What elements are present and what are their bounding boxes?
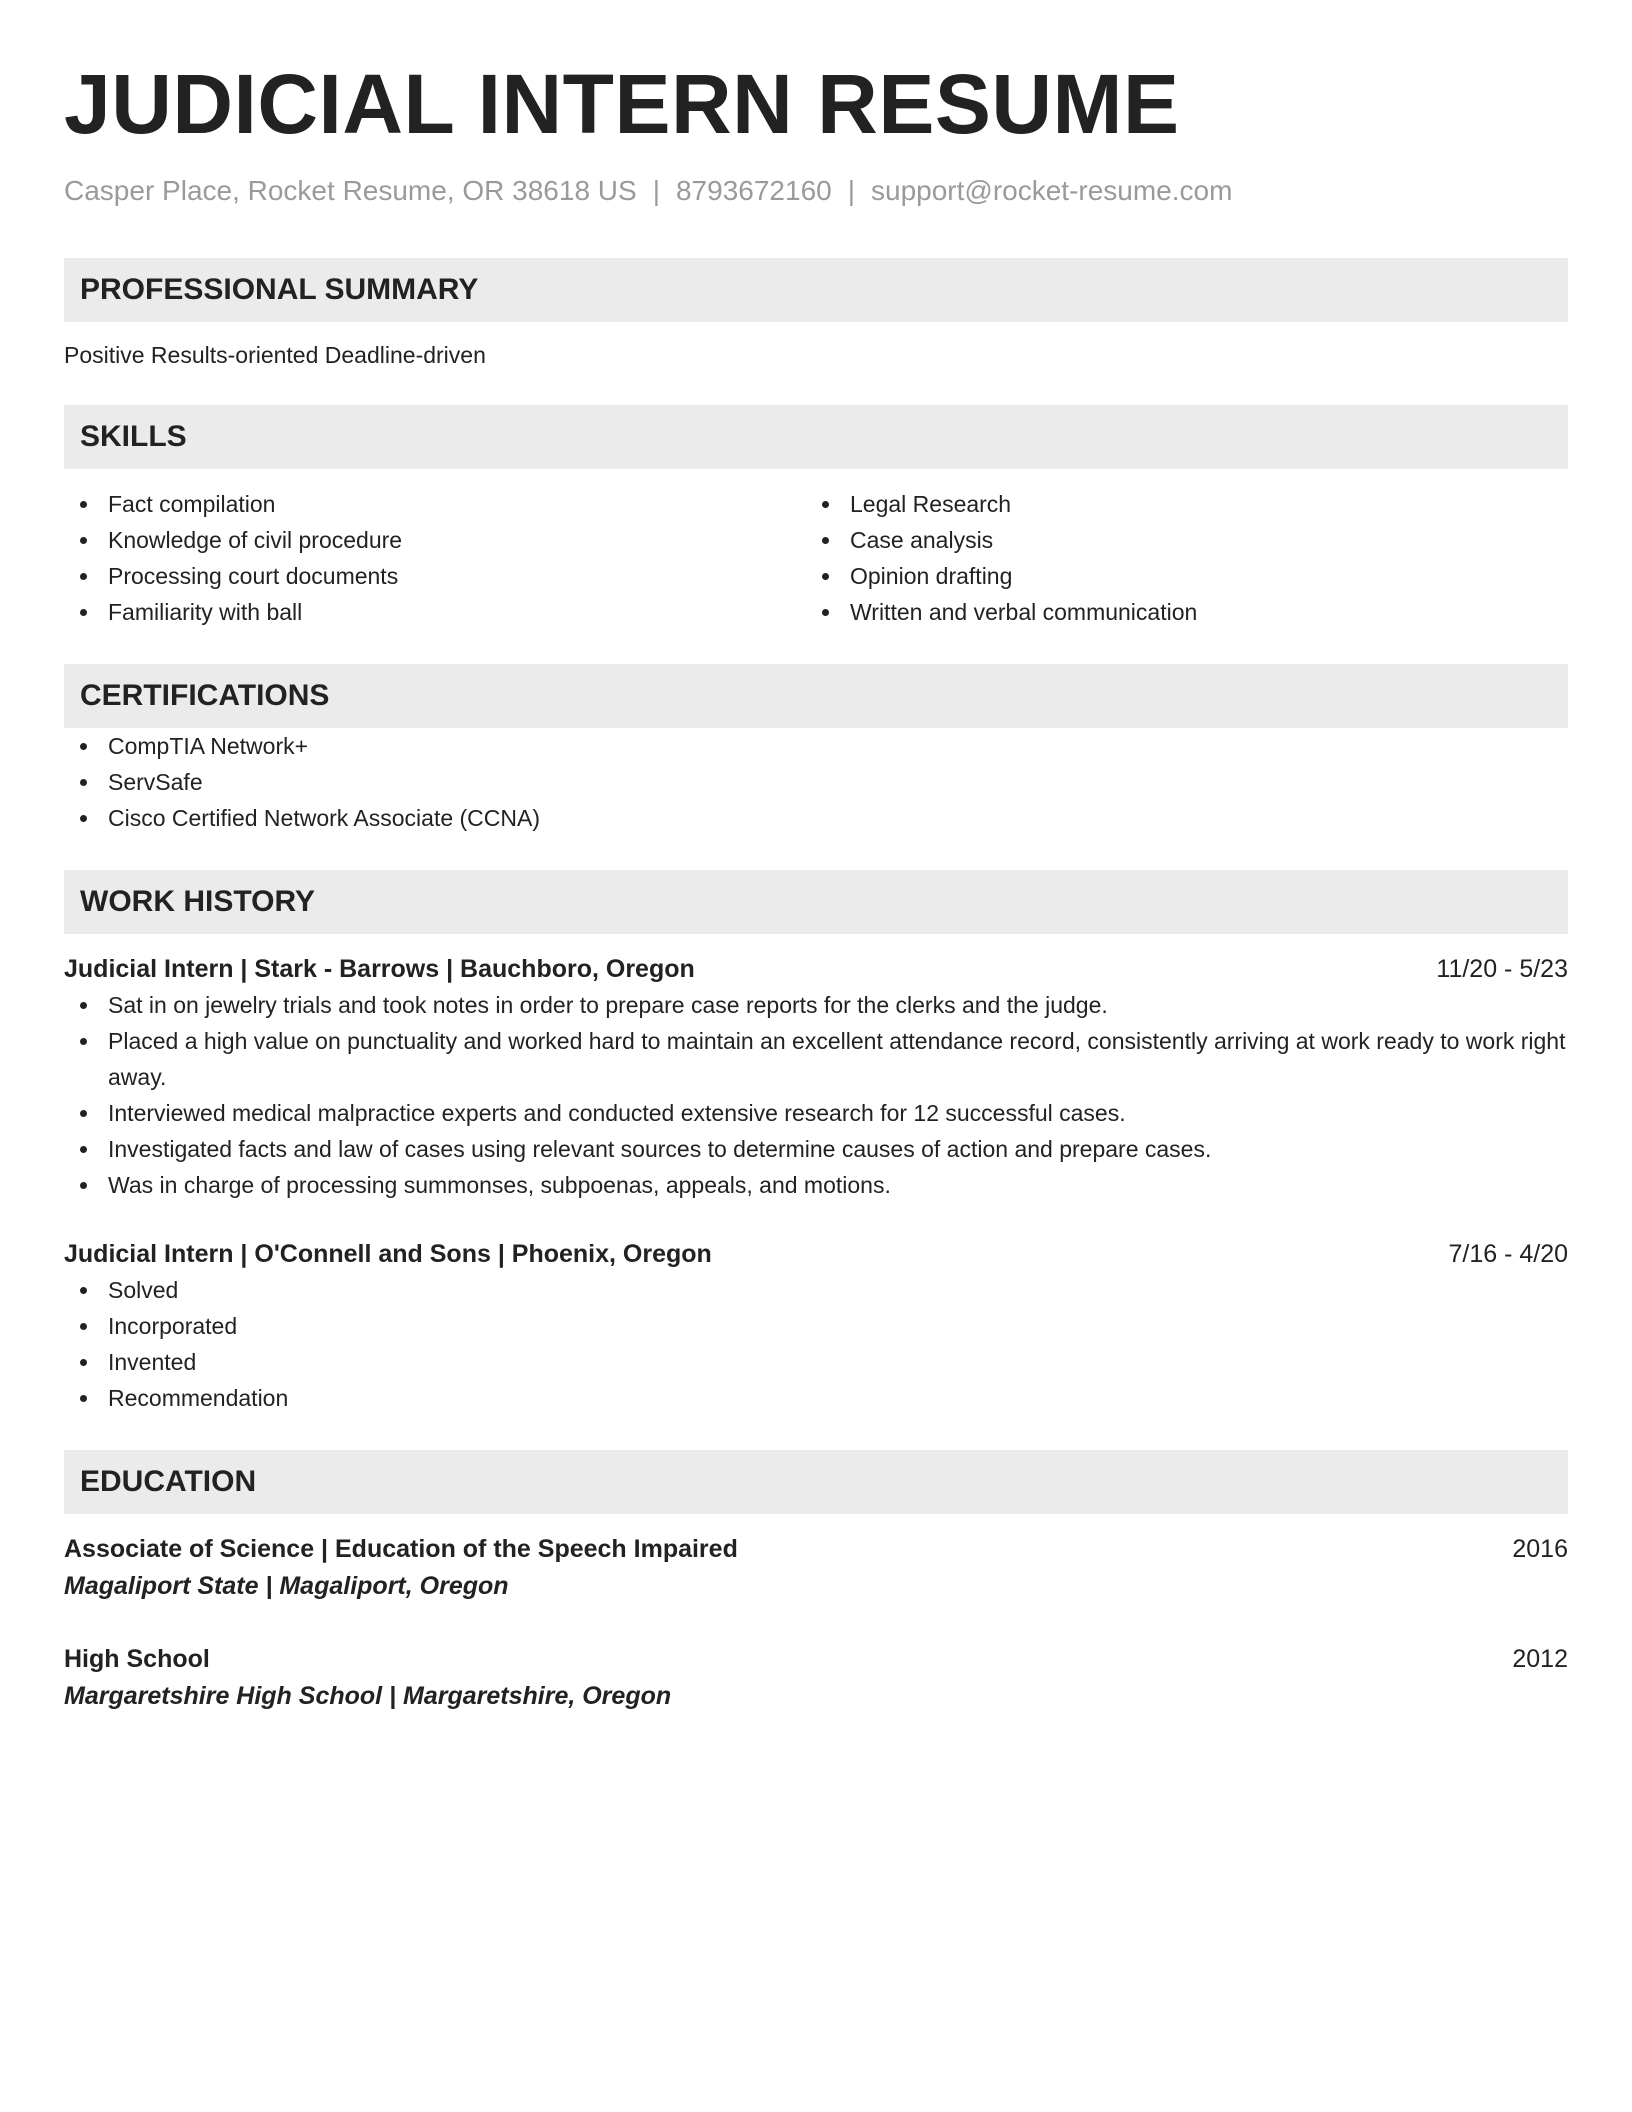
job-bullet: Recommendation <box>64 1380 1568 1416</box>
education-entry <box>64 1531 1568 1605</box>
skills-column-left <box>64 486 806 630</box>
education-header <box>64 1641 1568 1677</box>
job-entry <box>64 951 1568 1203</box>
job-entry <box>64 1236 1568 1416</box>
job-bullet: Sat in on jewelry trials and took notes in order to prepare case reports for the clerks and the judge. <box>64 987 1568 1023</box>
resume-title: JUDICIAL INTERN RESUME <box>64 57 1180 151</box>
job-bullet: Investigated facts and law of cases using relevant sources to determine causes of action and prepare cases. <box>64 1131 1568 1167</box>
skills-list <box>64 486 1568 630</box>
education-school: Margaretshire High School | Margaretshire, Oregon <box>64 1682 672 1710</box>
skill-item: Knowledge of civil procedure <box>64 522 806 558</box>
job-bullets <box>64 987 1568 1203</box>
certifications-heading: CERTIFICATIONS <box>64 664 1568 728</box>
skill-item: Opinion drafting <box>806 558 1548 594</box>
job-title: Judicial Intern | Stark - Barrows | Bauchboro, Oregon <box>64 955 695 983</box>
education-year: 2016 <box>1512 1535 1568 1563</box>
skill-item: Familiarity with ball <box>64 594 806 630</box>
job-bullet: Interviewed medical malpractice experts and conducted extensive research for 12 successful cases. <box>64 1095 1568 1131</box>
job-bullet: Was in charge of processing summonses, subpoenas, appeals, and motions. <box>64 1167 1568 1203</box>
skill-item: Legal Research <box>806 486 1548 522</box>
skills-column-right <box>806 486 1548 630</box>
job-header <box>64 951 1568 987</box>
skill-item: Case analysis <box>806 522 1548 558</box>
work-history-heading: WORK HISTORY <box>64 870 1568 934</box>
job-bullets <box>64 1272 1568 1416</box>
contact-phone: 8793672160 <box>675 175 832 206</box>
education-school: Magaliport State | Magaliport, Oregon <box>64 1572 509 1600</box>
certification-item: CompTIA Network+ <box>64 728 1568 764</box>
education-entry <box>64 1641 1568 1715</box>
job-bullet: Solved <box>64 1272 1568 1308</box>
certifications-list <box>64 728 1568 836</box>
summary-text: Positive Results-oriented Deadline-driven <box>64 342 486 368</box>
education-degree: Associate of Science | Education of the Speech Impaired <box>64 1535 738 1563</box>
skill-item: Fact compilation <box>64 486 806 522</box>
job-dates: 11/20 - 5/23 <box>1436 955 1568 983</box>
job-bullet: Placed a high value on punctuality and worked hard to maintain an excellent attendance record, consistently arriving at work ready to work right away. <box>64 1023 1568 1095</box>
job-header <box>64 1236 1568 1272</box>
skills-heading: SKILLS <box>64 405 1568 469</box>
skill-item: Written and verbal communication <box>806 594 1548 630</box>
certification-item: Cisco Certified Network Associate (CCNA) <box>64 800 1568 836</box>
skill-item: Processing court documents <box>64 558 806 594</box>
contact-email: support@rocket-resume.com <box>871 175 1233 206</box>
certification-item: ServSafe <box>64 764 1568 800</box>
summary-heading: PROFESSIONAL SUMMARY <box>64 258 1568 322</box>
education-year: 2012 <box>1512 1645 1568 1673</box>
job-bullet: Incorporated <box>64 1308 1568 1344</box>
job-title: Judicial Intern | O'Connell and Sons | Phoenix, Oregon <box>64 1240 712 1268</box>
contact-separator: | <box>652 175 660 206</box>
job-dates: 7/16 - 4/20 <box>1448 1240 1568 1268</box>
contact-line <box>64 174 1568 208</box>
job-bullet: Invented <box>64 1344 1568 1380</box>
contact-address: Casper Place, Rocket Resume, OR 38618 US <box>64 175 637 206</box>
education-degree: High School <box>64 1645 210 1673</box>
education-header <box>64 1531 1568 1567</box>
education-heading: EDUCATION <box>64 1450 1568 1514</box>
contact-separator: | <box>847 175 855 206</box>
